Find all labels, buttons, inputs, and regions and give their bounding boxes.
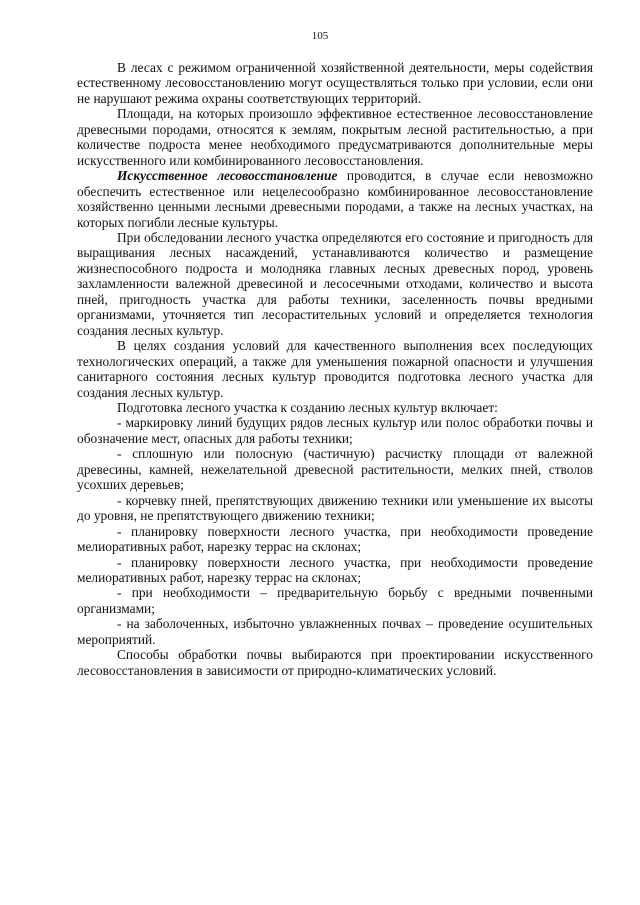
document-body [77, 60, 593, 678]
paragraph: В целях создания условий для качественного выполнения всех последующих технологических операций, а также для уменьшения пожарной опасности и улучшения санитарного состояния лесных культур проводится подготовка леcного участка для создания лесных культур. [77, 338, 593, 400]
list-item: - маркировку линий будущих рядов лесных культур или полос обработки почвы и обозначение мест, опасных для работы техники; [77, 415, 593, 446]
paragraph-text: проводится, в случае если невозможно обеспечить естественное или нецелесообразно комбинированное лесовосстановление хозяйственно ценными лесными древесными породами, а также на лесных участках, на которых погибли лесные культуры. [77, 168, 593, 230]
paragraph: Площади, на которых произошло эффективное естественное лесовосстановление древесными породами, относятся к землям, покрытым лесной растительностью, а при количестве подроста менее необходимого предусматриваются дополнительные меры искусственного или комбинированного лесовосстановления. [77, 106, 593, 168]
list-item: - планировку поверхности лесного участка, при необходимости проведение мелиоративных работ, нарезку террас на склонах; [77, 554, 593, 585]
list-item: - на заболоченных, избыточно увлажненных почвах – проведение осушительных мероприятий. [77, 616, 593, 647]
paragraph: При обследовании лесного участка определяются его состояние и пригодность для выращивания лесных насаждений, устанавливаются количество и размещение жизнеспособного подроста и молодняка главных лесных древесных пород, уровень захламленности валежной древесиной и лесосечными отходами, количество и высота пней, пригодность участка для работы техники, заселенность почвы вредными организмами, уточняется тип лесорастительных условий и определяется технология создания лесных культур. [77, 229, 593, 338]
page-number: 105 [311, 30, 329, 42]
list-item: - сплошную или полосную (частичную) расчистку площади от валежной древесины, камней, нежелательной древесной растительности, мелких пней, стволов усохших деревьев; [77, 446, 593, 493]
emphasized-term: Искусственное лесовосстановление [117, 168, 338, 184]
paragraph: Подготовка лесного участка к созданию лесных культур включает: [117, 399, 498, 415]
list-item: - при необходимости – предварительную борьбу с вредными почвенными организмами; [77, 585, 593, 616]
paragraph: В лесах с режимом ограниченной хозяйственной деятельности, меры содействия естественному лесовосстановлению могут осуществляться только при условии, если они не нарушают режима охраны соответствующих территорий. [77, 60, 593, 106]
paragraph: Способы обработки почвы выбираются при проектировании искусственного лесовосстановления в зависимости от природно-климатических условий. [77, 647, 593, 678]
list-item: - планировку поверхности лесного участка, при необходимости проведение мелиоративных работ, нарезку террас на склонах; [77, 523, 593, 555]
list-item: - корчевку пней, препятствующих движению техники или уменьшение их высоты до уровня, не препятствующего движению техники; [77, 492, 593, 524]
paragraph [77, 168, 593, 230]
